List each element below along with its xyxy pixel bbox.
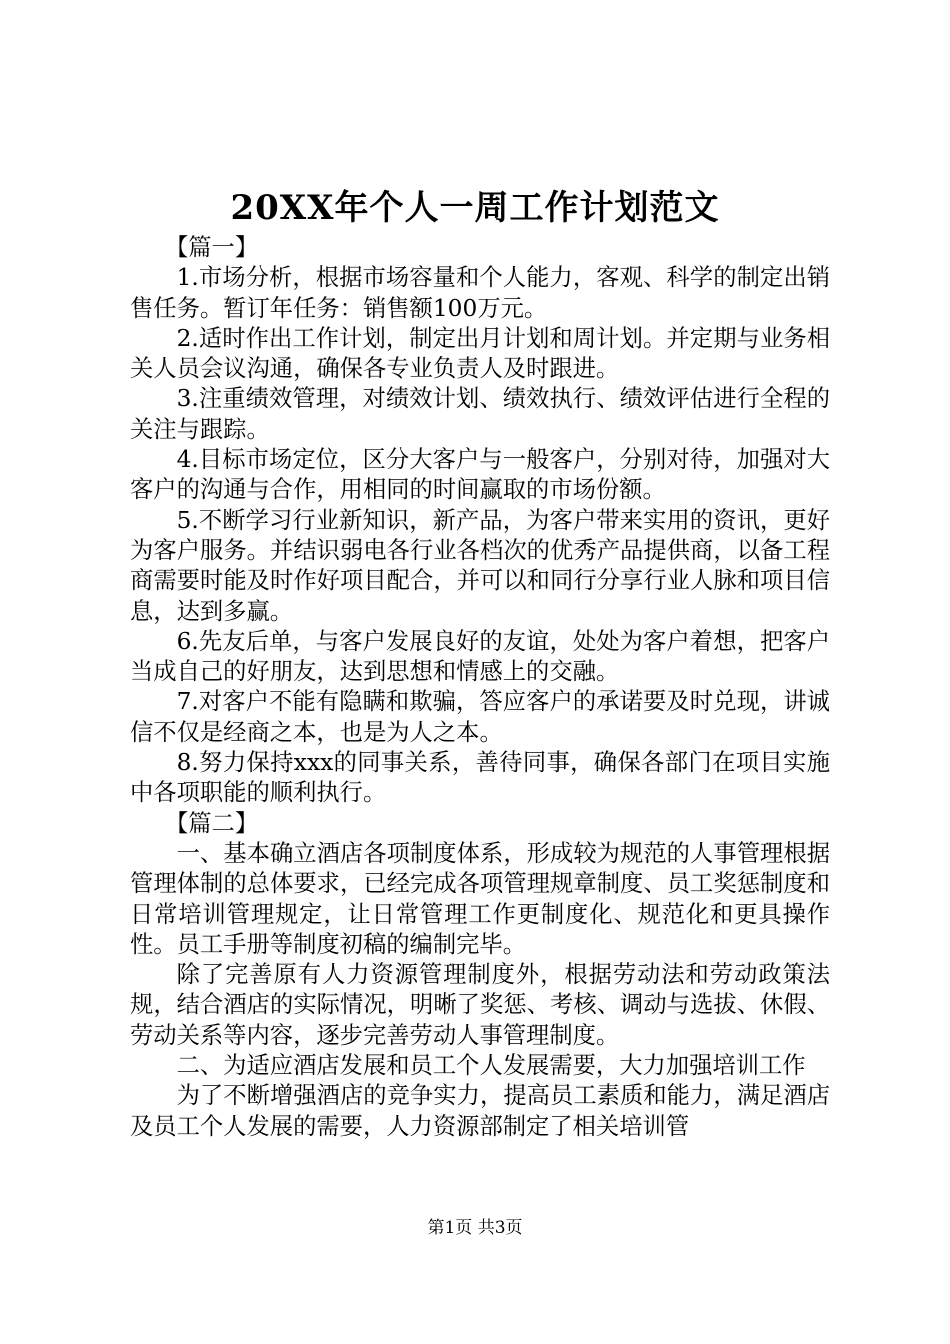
paragraph: 5.不断学习行业新知识，新产品，为客户带来实用的资讯，更好为客户服务。并结识弱电各行业各档次的优秀产品提供商，以备工程商需要时能及时作好项目配合，并可以和同行分享行业人脉和项目信息，达到多赢。	[130, 506, 830, 625]
paragraph: 3.注重绩效管理，对绩效计划、绩效执行、绩效评估进行全程的关注与跟踪。	[130, 385, 830, 443]
paragraph: 除了完善原有人力资源管理制度外，根据劳动法和劳动政策法规，结合酒店的实际情况，明晰了奖惩、考核、调动与选拔、休假、劳动关系等内容，逐步完善劳动人事管理制度。	[130, 961, 830, 1049]
paragraph: 为了不断增强酒店的竞争实力，提高员工素质和能力，满足酒店及员工个人发展的需要，人力资源部制定了相关培训管	[130, 1082, 830, 1140]
section-label: 【篇二】	[164, 809, 259, 837]
paragraph: 4.目标市场定位，区分大客户与一般客户，分别对待，加强对大客户的沟通与合作，用相同的时间赢取的市场份额。	[130, 446, 830, 504]
document-body	[130, 233, 830, 1142]
paragraph: 8.努力保持xxx的同事关系，善待同事，确保各部门在项目实施中各项职能的顺利执行。	[130, 749, 830, 807]
paragraph: 1.市场分析，根据市场容量和个人能力，客观、科学的制定出销售任务。暂订年任务：销售额100万元。	[130, 264, 830, 322]
page-footer: 第1页 共3页	[427, 1218, 523, 1238]
section-label: 【篇一】	[164, 234, 259, 261]
document-title: 20XX年个人一周工作计划范文	[230, 188, 720, 228]
paragraph: 2.适时作出工作计划，制定出月计划和周计划。并定期与业务相关人员会议沟通，确保各专业负责人及时跟进。	[130, 324, 830, 383]
paragraph: 7.对客户不能有隐瞒和欺骗，答应客户的承诺要及时兑现，讲诚信不仅是经商之本，也是为人之本。	[130, 688, 830, 746]
paragraph: 6.先友后单，与客户发展良好的友谊，处处为客户着想，把客户当成自己的好朋友，达到思想和情感上的交融。	[130, 627, 830, 686]
paragraph: 一、基本确立酒店各项制度体系，形成较为规范的人事管理根据管理体制的总体要求，已经完成各项管理规章制度、员工奖惩制度和日常培训管理规定，让日常管理工作更制度化、规范化和更具操作性。员工手册等制度初稿的编制完毕。	[130, 839, 830, 958]
paragraph: 二、为适应酒店发展和员工个人发展需要，大力加强培训工作	[176, 1052, 806, 1080]
